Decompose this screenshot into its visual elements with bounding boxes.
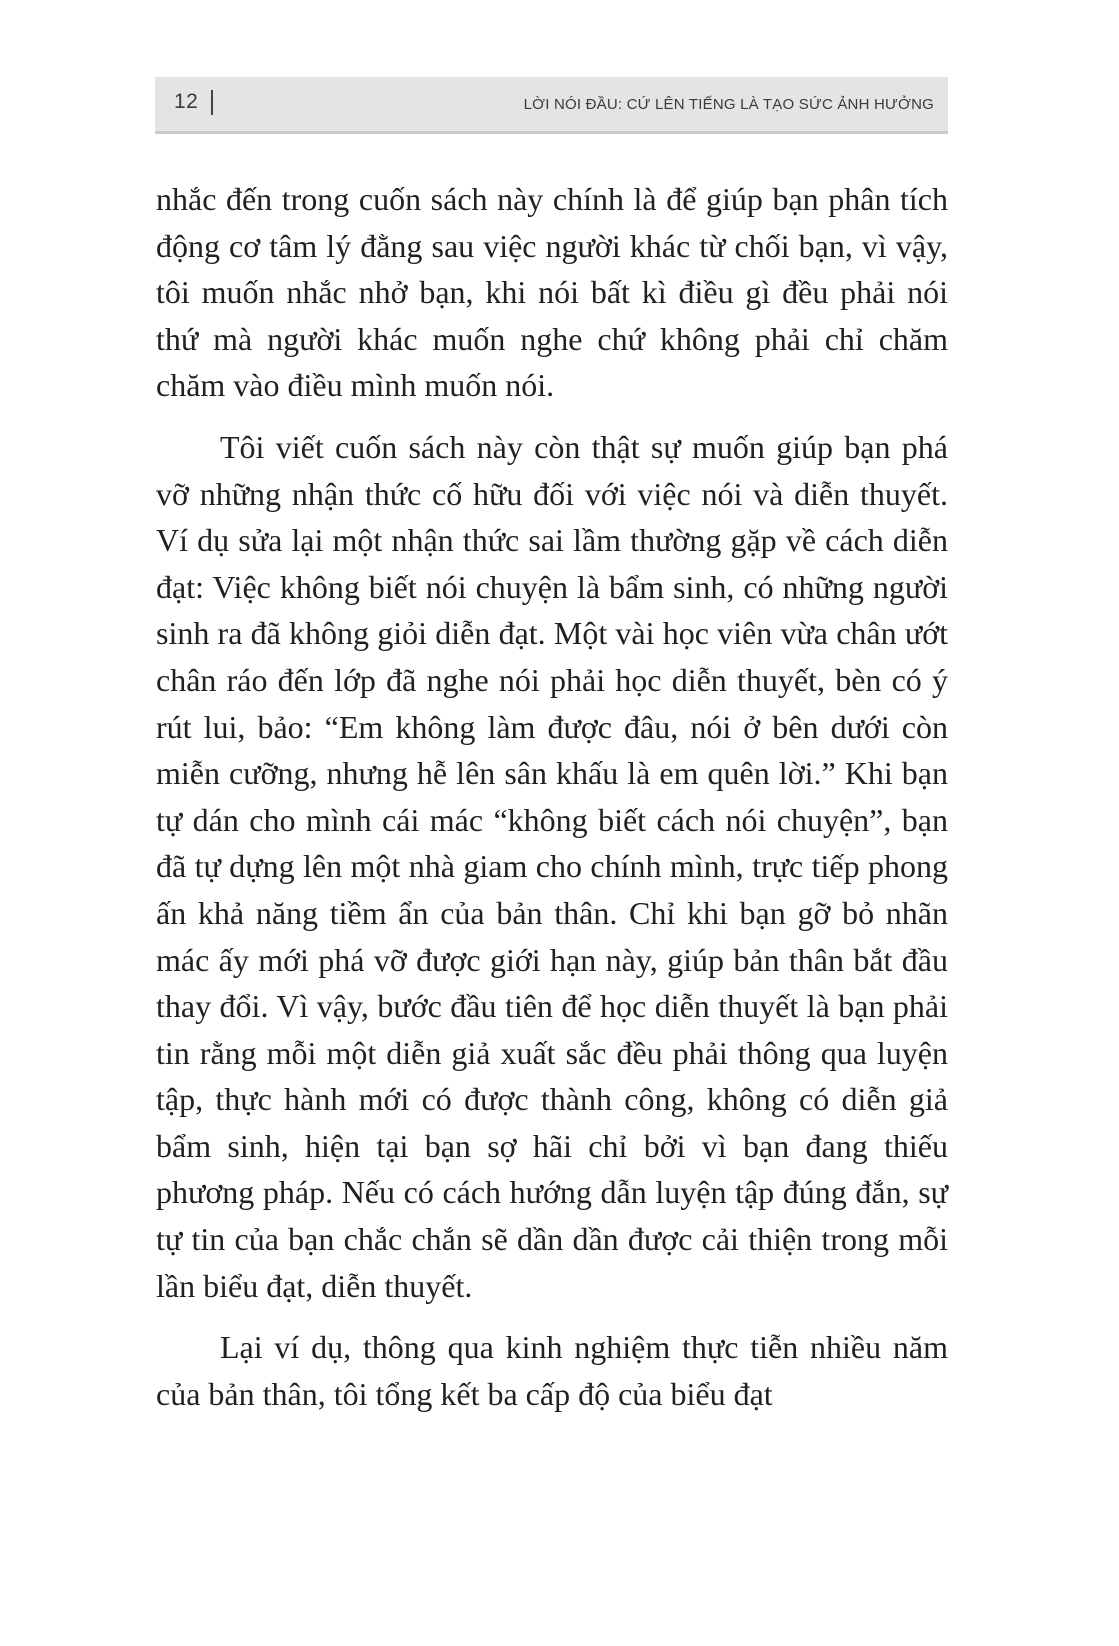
paragraph: Lại ví dụ, thông qua kinh nghiệm thực tiễn nhiều năm của bản thân, tôi tổng kết ba cấp độ của biểu đạt (156, 1329, 948, 1412)
running-title: LỜI NÓI ĐẦU: CỨ LÊN TIẾNG LÀ TẠO SỨC ẢNH HƯỞNG (523, 96, 934, 113)
paragraph: Tôi viết cuốn sách này còn thật sự muốn giúp bạn phá vỡ những nhận thức cố hữu đối với việc nói và diễn thuyết. Ví dụ sửa lại một nhận thức sai lầm thường gặp về cách diễn đạt: Việc không biết nói chuyện là bẩm sinh, có những người sinh ra đã không giỏi diễn đạt. Một vài học viên vừa chân ướt chân ráo đến lớp đã nghe nói phải học diễn thuyết, bèn có ý rút lui, bảo: “Em không làm được đâu, nói ở bên dưới còn miễn cưỡng, nhưng hễ lên sân khấu là em quên lời.” Khi bạn tự dán cho mình cái mác “không biết cách nói chuyện”, bạn đã tự dựng lên một nhà giam cho chính mình, trực tiếp phong ấn khả năng tiềm ẩn của bản thân. Chỉ khi bạn gỡ bỏ nhãn mác ấy mới phá vỡ được giới hạn này, giúp bản thân bắt đầu thay đổi. Vì vậy, bước đầu tiên để học diễn thuyết là bạn phải tin rằng mỗi một diễn giả xuất sắc đều phải thông qua luyện tập, thực hành mới có được thành công, không có diễn giả bẩm sinh, hiện tại bạn sợ hãi chỉ bởi vì bạn đang thiếu phương pháp. Nếu có cách hướng dẫn luyện tập đúng đắn, sự tự tin của bạn chắc chắn sẽ dần dần được cải thiện trong mỗi lần biểu đạt, diễn thuyết. (156, 428, 948, 1304)
page-number: 12 (174, 90, 199, 113)
body-text (156, 176, 948, 1432)
header-divider (211, 90, 213, 115)
running-header (155, 77, 948, 134)
paragraph-continuation: nhắc đến trong cuốn sách này chính là để giúp bạn phân tích động cơ tâm lý đằng sau việc người khác từ chối bạn, vì vậy, tôi muốn nhắc nhở bạn, khi nói bất kì điều gì đều phải nói thứ mà người khác muốn nghe chứ không phải chỉ chăm chăm vào điều mình muốn nói. (156, 181, 948, 404)
